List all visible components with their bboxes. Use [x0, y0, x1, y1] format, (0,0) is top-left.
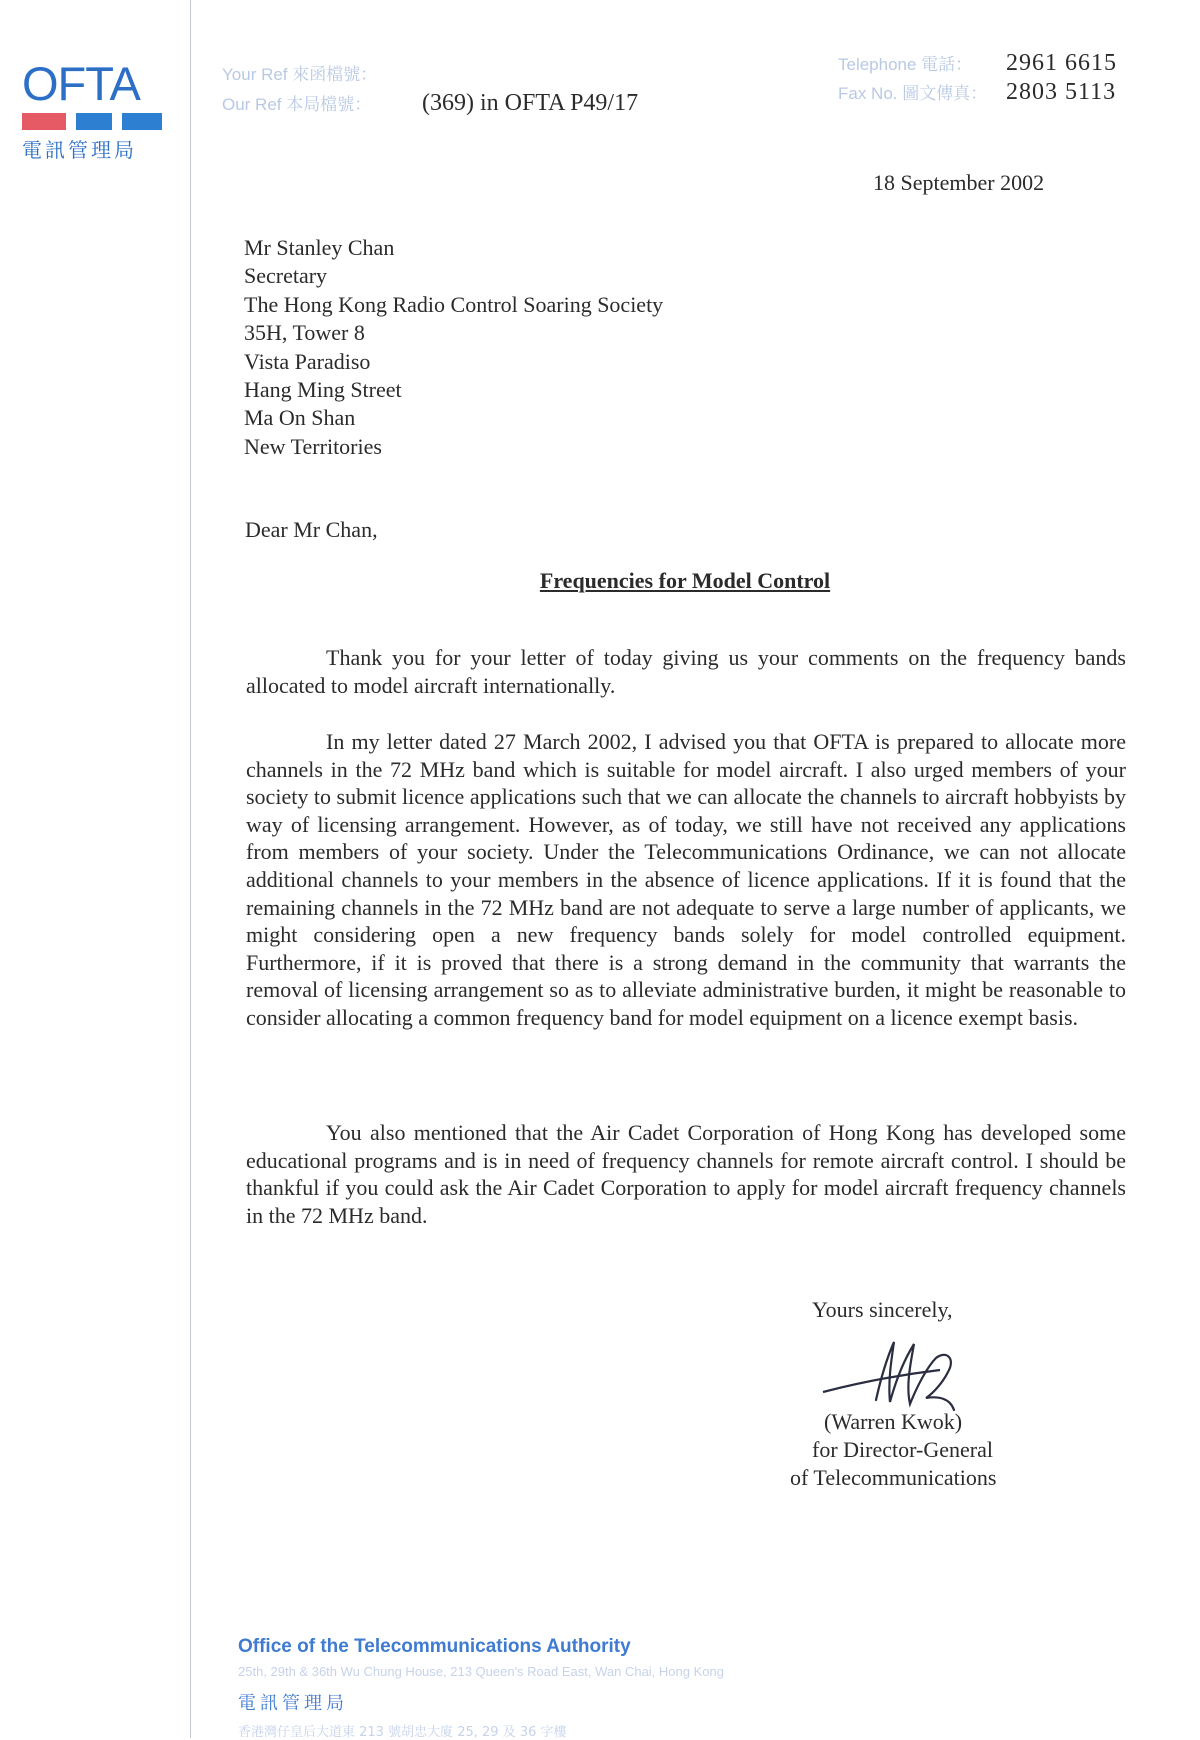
subject-heading: Frequencies for Model Control [539, 568, 831, 593]
logo-wordmark: OFTA [22, 57, 140, 110]
recipient-organisation: The Hong Kong Radio Control Soaring Society [244, 291, 664, 317]
fax-value: 2803 5113 [1006, 79, 1117, 105]
signatory-name: (Warren Kwok) [824, 1409, 963, 1434]
complimentary-close: Yours sincerely, [812, 1297, 953, 1322]
recipient-address [244, 234, 663, 461]
body-paragraph-2: In my letter dated 27 March 2002, I advised you that OFTA is prepared to allocate more channels in the 72 MHz band which is suitable for model aircraft. I also urged members of your society to submit licence applications such that we can allocate the channels to aircraft hobbyists by way of licensing arrangement. However, as of today, we still have not received any applications from members of your society. Under the Telecommunications Ordinance, we can not allocate additional channels to your members in the absence of licence applications. If it is found that the remaining channels in the 72 MHz band are not adequate to serve a large number of applicants, we might considering open a new frequency bands solely for model controlled equipment. Furthermore, if it is proved that there is a strong demand in the community that warrants the removal of licensing arrangement so as to alleviate administrative burden, it might be reasonable to consider allocating a common frequency band for model equipment on a licence exempt basis. [246, 729, 1126, 1030]
letterhead-footer [238, 1636, 724, 1740]
footer-organisation-chinese: 電訊管理局 [238, 1693, 348, 1714]
your-ref-label: Your Ref 來函檔號： [222, 65, 378, 84]
address-line-4: Ma On Shan [244, 405, 356, 431]
ofta-logo [22, 57, 167, 163]
signatory-block [790, 1408, 996, 1492]
body-paragraph-1: Thank you for your letter of today giving us your comments on the frequency bands allocated to model aircraft internationally. [246, 645, 1126, 698]
logo-blue-bar-2 [122, 113, 162, 130]
our-ref-value: (369) in OFTA P49/17 [422, 90, 639, 116]
address-line-1: 35H, Tower 8 [244, 320, 365, 346]
your-ref-row [222, 60, 638, 90]
margin-rule [190, 0, 191, 1738]
logo-chinese-name: 電訊管理局 [22, 138, 137, 162]
logo-red-bar [22, 113, 66, 130]
reference-block [222, 60, 638, 120]
footer-address-chinese: 香港灣仔皇后大道東 213 號胡忠大廈 25, 29 及 36 字樓 [238, 1725, 567, 1740]
letter-date: 18 September 2002 [873, 170, 1045, 195]
our-ref-row [222, 90, 638, 120]
recipient-title: Secretary [244, 263, 328, 289]
logo-blue-bar-1 [76, 113, 112, 130]
body-paragraph-3: You also mentioned that the Air Cadet Corporation of Hong Kong has developed some educational programs and is in need of frequency channels for remote aircraft control. I should be thankful if you could ask the Air Cadet Corporation to apply for model aircraft frequency channels in the 72 MHz band. [246, 1120, 1126, 1228]
address-line-5: New Territories [244, 433, 382, 459]
recipient-name: Mr Stanley Chan [244, 235, 395, 260]
address-line-2: Vista Paradiso [244, 348, 371, 374]
footer-address-english: 25th, 29th & 36th Wu Chung House, 213 Queen's Road East, Wan Chai, Hong Kong [238, 1664, 724, 1679]
fax-row [838, 79, 1117, 108]
handwritten-signature [818, 1336, 968, 1416]
contact-block [838, 50, 1117, 108]
fax-label: Fax No. 圖文傳真： [838, 84, 988, 103]
address-line-3: Hang Ming Street [244, 377, 402, 403]
salutation: Dear Mr Chan, [245, 517, 378, 542]
signatory-role-line-2: of Telecommunications [790, 1465, 997, 1490]
our-ref-label: Our Ref 本局檔號： [222, 95, 372, 114]
telephone-label: Telephone 電話： [838, 55, 973, 74]
logo-color-bars [22, 113, 167, 130]
signatory-role-line-1: for Director-General [812, 1437, 993, 1462]
telephone-row [838, 50, 1117, 79]
telephone-value: 2961 6615 [1006, 50, 1117, 76]
footer-organisation-english: Office of the Telecommunications Authority [238, 1636, 631, 1657]
